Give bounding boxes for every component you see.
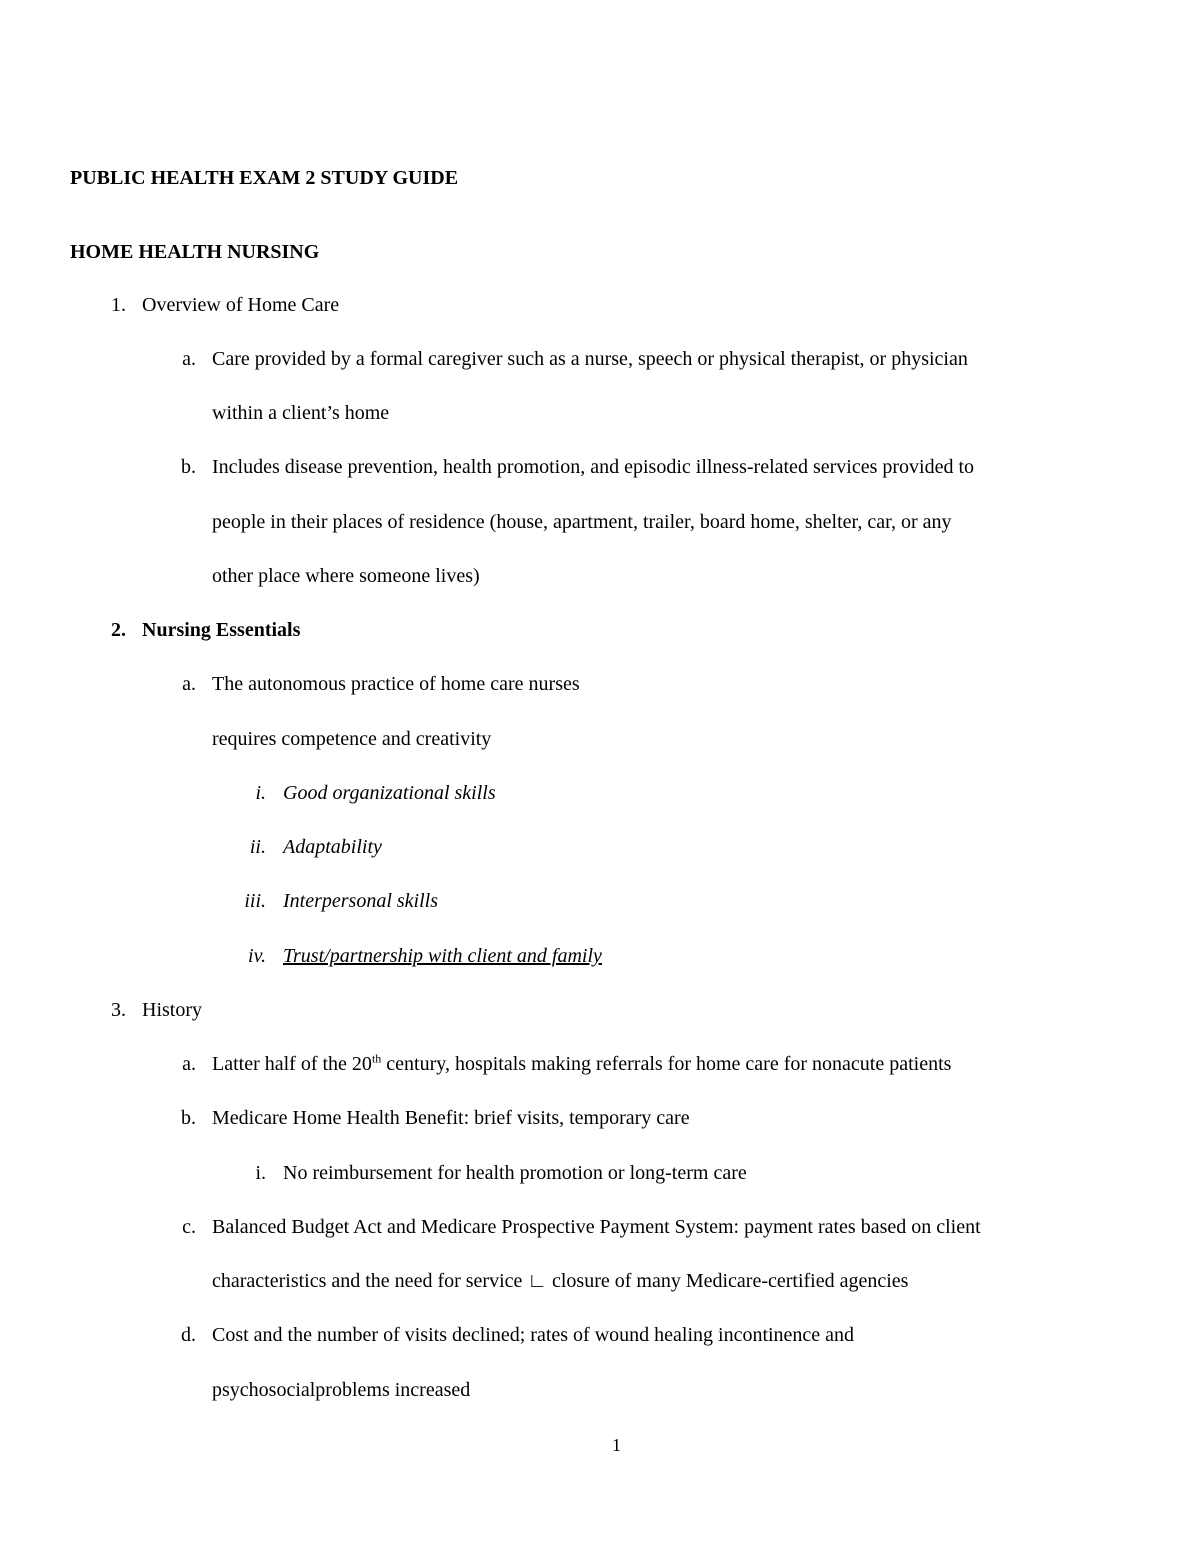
list-item-text: The autonomous practice of home care nurses [212,673,580,695]
list-item-text: within a client’s home [212,402,390,424]
list-marker: ii. [249,836,266,858]
list-item-text: characteristics and the need for service ∟ closure of many Medicare-certified agencies [212,1270,909,1292]
list-item-overview: Overview of Home Care [142,294,340,316]
list-item-text: requires competence and creativity [212,728,492,750]
list-item-text: Care provided by a formal caregiver such as a nurse, speech or physical therapist, or physician [212,348,968,370]
list-item-text: Interpersonal skills [283,890,438,912]
list-marker: b. [181,1107,196,1129]
list-item-text: psychosocialproblems increased [212,1379,471,1401]
list-marker: a. [182,673,196,695]
list-marker: b. [181,456,196,478]
list-item-text: Balanced Budget Act and Medicare Prospective Payment System: payment rates based on client [212,1216,981,1238]
list-item-text: No reimbursement for health promotion or long-term care [283,1162,747,1184]
list-item-text: other place where someone lives) [212,565,480,587]
list-marker: 3. [111,999,126,1021]
superscript: th [371,1051,382,1066]
list-item-text: Good organizational skills [283,782,496,804]
section-heading: HOME HEALTH NURSING [70,241,320,263]
list-item-text: people in their places of residence (house, apartment, trailer, board home, shelter, car, or any [212,511,952,533]
list-item-history: History [142,999,202,1021]
list-marker: 2. [111,619,126,641]
list-marker: d. [181,1324,196,1346]
list-marker: i. [255,1162,266,1184]
list-marker: 1. [111,294,126,316]
list-marker: a. [182,1053,196,1075]
list-item-text [212,1052,951,1076]
page-number: 1 [612,1435,621,1455]
list-marker: a. [182,348,196,370]
list-marker: i. [255,782,266,804]
list-item-text: Adaptability [283,836,382,858]
list-item-text: Medicare Home Health Benefit: brief visits, temporary care [212,1107,690,1129]
list-item-nursing-essentials: Nursing Essentials [142,619,301,641]
list-item-text: Cost and the number of visits declined; rates of wound healing incontinence and [212,1324,855,1346]
list-item-text: Trust/partnership with client and family [283,945,602,967]
list-marker: iv. [248,945,266,967]
text-run: century, hospitals making referrals for home care for nonacute patients [381,1053,952,1075]
list-marker: c. [182,1216,196,1238]
text-run: Latter half of the 20 [212,1053,372,1075]
list-item-text: Includes disease prevention, health promotion, and episodic illness-related services provided to [212,456,975,478]
list-marker: iii. [244,890,266,912]
document-title: PUBLIC HEALTH EXAM 2 STUDY GUIDE [70,167,459,189]
